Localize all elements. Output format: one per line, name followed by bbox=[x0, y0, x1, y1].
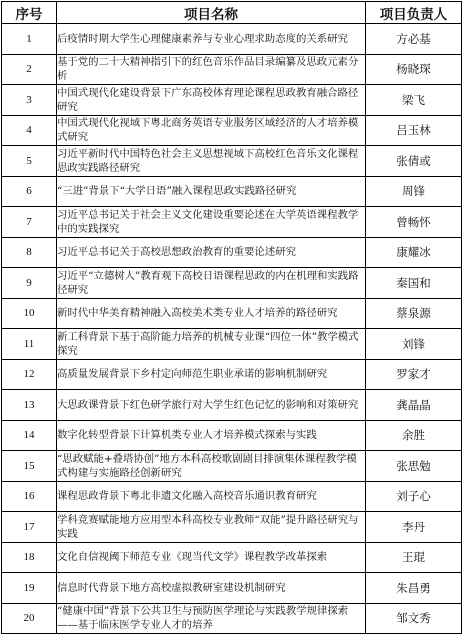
project-leader: 曾畅怀 bbox=[366, 207, 462, 238]
row-number: 9 bbox=[2, 268, 57, 299]
table-row bbox=[2, 24, 462, 55]
row-number: 4 bbox=[2, 115, 57, 146]
project-leader: 朱昌勇 bbox=[366, 573, 462, 604]
project-name: 中国式现代化视域下粤北商务英语专业服务区域经济的人才培养模式研究 bbox=[57, 115, 366, 146]
project-name: “健康中国”背景下公共卫生与预防医学理论与实践教学规律探索——基于临床医学专业人才的培养 bbox=[57, 603, 366, 634]
project-leader: 秦国和 bbox=[366, 268, 462, 299]
header-no: 序号 bbox=[2, 2, 57, 24]
project-name: 新工科背景下基于高阶能力培养的机械专业课“四位一体”教学模式探究 bbox=[57, 329, 366, 360]
row-number: 2 bbox=[2, 54, 57, 85]
table-row bbox=[2, 176, 462, 207]
project-leader: 吕玉林 bbox=[366, 115, 462, 146]
project-leader: 蔡泉源 bbox=[366, 298, 462, 329]
project-name: 课程思政背景下粤北非遗文化融入高校音乐通识教育研究 bbox=[57, 481, 366, 512]
table-row bbox=[2, 268, 462, 299]
row-number: 18 bbox=[2, 542, 57, 573]
project-leader: 李丹 bbox=[366, 512, 462, 543]
project-name: 中国式现代化建设背景下广东高校体育理论课程思政教育融合路径研究 bbox=[57, 85, 366, 116]
project-name: 习近平新时代中国特色社会主义思想视域下高校红色音乐文化课程思政实践路径研究 bbox=[57, 146, 366, 177]
project-name: 大思政课背景下红色研学旅行对大学生红色记忆的影响和对策研究 bbox=[57, 390, 366, 421]
header-lead: 项目负责人 bbox=[366, 2, 462, 24]
table-row bbox=[2, 451, 462, 482]
row-number: 20 bbox=[2, 603, 57, 634]
table-body bbox=[2, 24, 462, 634]
table-row bbox=[2, 54, 462, 85]
project-name: 学科竞赛赋能地方应用型本科高校专业教师“双能”提升路径研究与实践 bbox=[57, 512, 366, 543]
table-row bbox=[2, 573, 462, 604]
row-number: 1 bbox=[2, 24, 57, 55]
project-leader: 梁飞 bbox=[366, 85, 462, 116]
project-leader: 张思勉 bbox=[366, 451, 462, 482]
table-row bbox=[2, 512, 462, 543]
project-leader: 余胜 bbox=[366, 420, 462, 451]
row-number: 19 bbox=[2, 573, 57, 604]
row-number: 13 bbox=[2, 390, 57, 421]
table-row bbox=[2, 542, 462, 573]
table-row bbox=[2, 359, 462, 390]
project-name: 习近平“立德树人”教育观下高校日语课程思政的内在机理和实践路径研究 bbox=[57, 268, 366, 299]
row-number: 15 bbox=[2, 451, 57, 482]
row-number: 7 bbox=[2, 207, 57, 238]
project-name: 后疫情时期大学生心理健康素养与专业心理求助态度的关系研究 bbox=[57, 24, 366, 55]
project-leader: 邹文秀 bbox=[366, 603, 462, 634]
table-row bbox=[2, 115, 462, 146]
project-leader: 罗家才 bbox=[366, 359, 462, 390]
row-number: 12 bbox=[2, 359, 57, 390]
project-name: 新时代中华美育精神融入高校美术类专业人才培养的路径研究 bbox=[57, 298, 366, 329]
table-row bbox=[2, 207, 462, 238]
row-number: 10 bbox=[2, 298, 57, 329]
project-leader: 张倩或 bbox=[366, 146, 462, 177]
project-name: “思政赋能+叠塔协创”地方本科高校歌剧剧目排演集体课程教学模式构建与实施路径创新研究 bbox=[57, 451, 366, 482]
row-number: 8 bbox=[2, 237, 57, 268]
table-row bbox=[2, 603, 462, 634]
project-name: 高质量发展背景下乡村定向师范生职业承诺的影响机制研究 bbox=[57, 359, 366, 390]
project-leader: 龚晶晶 bbox=[366, 390, 462, 421]
table-row bbox=[2, 85, 462, 116]
table-row bbox=[2, 390, 462, 421]
table-row bbox=[2, 329, 462, 360]
project-name: 文化自信视阈下师范专业《现当代文学》课程教学改革探索 bbox=[57, 542, 366, 573]
table-row bbox=[2, 237, 462, 268]
row-number: 14 bbox=[2, 420, 57, 451]
table-header-row bbox=[2, 2, 462, 24]
row-number: 17 bbox=[2, 512, 57, 543]
row-number: 16 bbox=[2, 481, 57, 512]
project-name: 习近平总书记关于高校思想政治教育的重要论述研究 bbox=[57, 237, 366, 268]
project-name: 基于党的二十大精神指引下的红色音乐作品目录编纂及思政元素分析 bbox=[57, 54, 366, 85]
table-row bbox=[2, 298, 462, 329]
table-row bbox=[2, 481, 462, 512]
project-leader: 康耀冰 bbox=[366, 237, 462, 268]
row-number: 6 bbox=[2, 176, 57, 207]
project-leader: 王琨 bbox=[366, 542, 462, 573]
project-name: 习近平总书记关于社会主义文化建设重要论述在大学英语课程教学中的实践探究 bbox=[57, 207, 366, 238]
project-leader: 周锋 bbox=[366, 176, 462, 207]
row-number: 5 bbox=[2, 146, 57, 177]
project-table bbox=[1, 1, 462, 634]
project-name: 数字化转型背景下计算机类专业人才培养模式探索与实践 bbox=[57, 420, 366, 451]
row-number: 11 bbox=[2, 329, 57, 360]
project-name: 信息时代背景下地方高校虚拟教研室建设机制研究 bbox=[57, 573, 366, 604]
row-number: 3 bbox=[2, 85, 57, 116]
table-row bbox=[2, 146, 462, 177]
project-leader: 杨晓琛 bbox=[366, 54, 462, 85]
project-leader: 方必基 bbox=[366, 24, 462, 55]
project-leader: 刘锋 bbox=[366, 329, 462, 360]
header-name: 项目名称 bbox=[57, 2, 366, 24]
table-row bbox=[2, 420, 462, 451]
project-name: “三进”背景下“大学日语”融入课程思政实践路径研究 bbox=[57, 176, 366, 207]
project-leader: 刘子心 bbox=[366, 481, 462, 512]
